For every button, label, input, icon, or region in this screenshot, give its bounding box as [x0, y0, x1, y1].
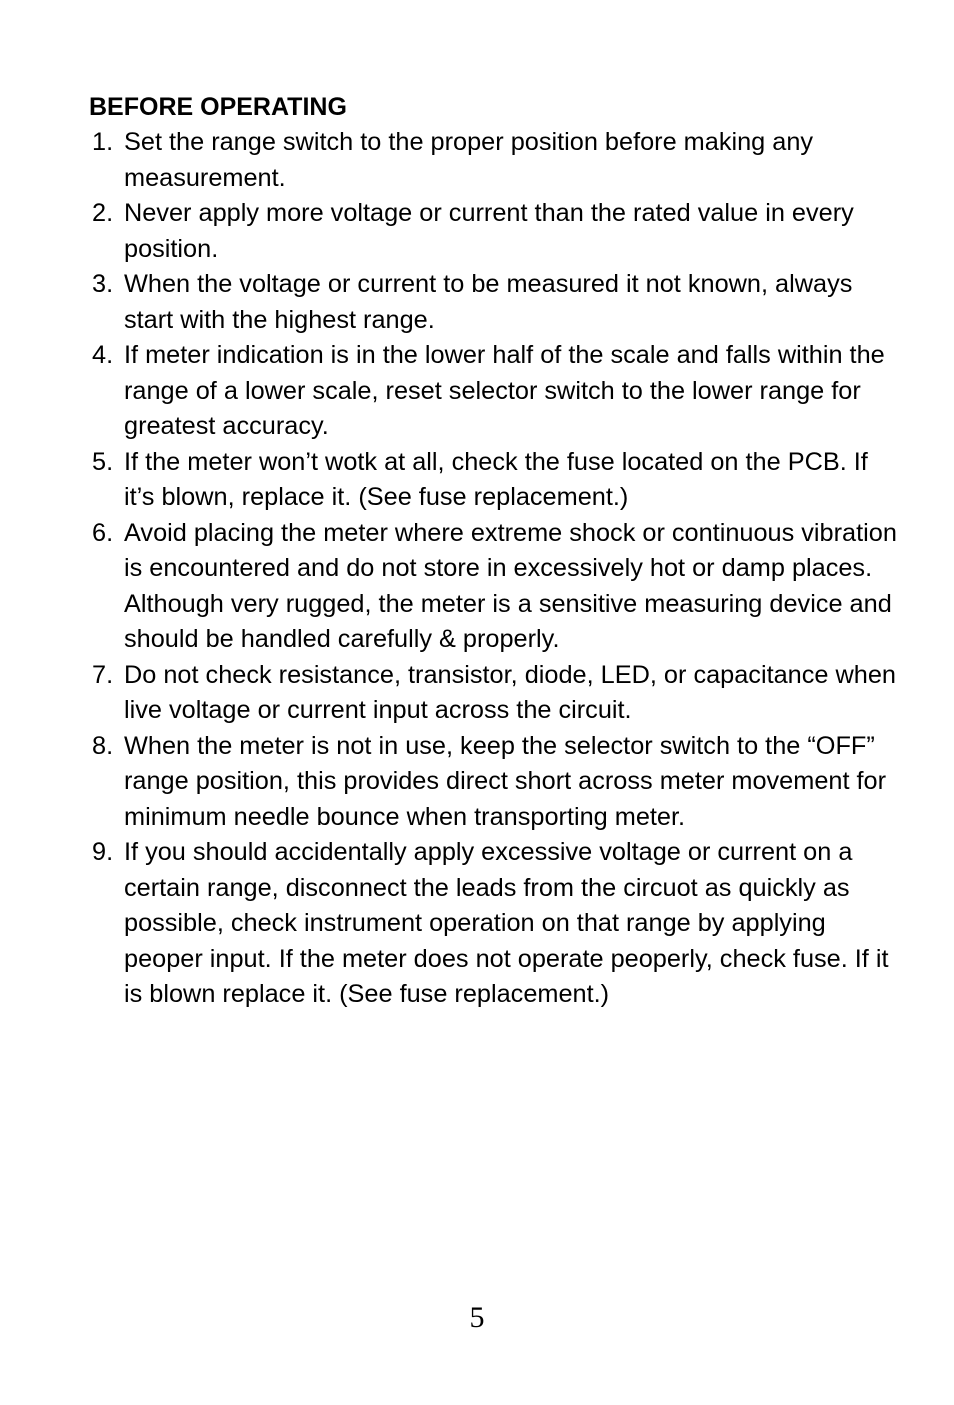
list-item — [88, 267, 903, 338]
item-number: 8. — [92, 731, 114, 760]
item-text: If the meter won’t wotk at all, check the fuse located on the PCB. If it’s blown, replace it. (See fuse replacement.) — [124, 447, 868, 511]
list-item — [88, 338, 903, 445]
item-number: 5. — [92, 447, 114, 476]
item-text: If you should accidentally apply excessive voltage or current on a certain range, disconnect the leads from the circuot as quickly as possible, check instrument operation on that range by applying peoper input. If the meter does not operate peoperly, check fuse. If it is blown replace it. (See fuse replacement.) — [124, 838, 889, 1008]
item-number: 7. — [92, 660, 114, 689]
item-text: Set the range switch to the proper position before making any measurement. — [124, 128, 814, 192]
item-text: Do not check resistance, transistor, diode, LED, or capacitance when live voltage or current input across the circuit. — [124, 660, 896, 724]
list-item — [88, 196, 903, 267]
list-item — [88, 835, 903, 1013]
list-item — [88, 516, 903, 658]
item-number: 1. — [92, 128, 114, 156]
item-text: Avoid placing the meter where extreme shock or continuous vibration is encountered and do not store in excessively hot or damp places. Although very rugged, the meter is a sensitive measuring device and should be handled carefully & properly. — [124, 518, 897, 653]
item-text: When the meter is not in use, keep the selector switch to the “OFF” range position, this provides direct short across meter movement for minimum needle bounce when transporting meter. — [124, 731, 887, 831]
item-number: 9. — [92, 838, 114, 866]
item-number: 2. — [92, 199, 114, 227]
page-number: 5 — [469, 1301, 485, 1334]
list-item — [88, 125, 903, 196]
item-number: 3. — [92, 270, 114, 298]
item-text: Never apply more voltage or current than the rated value in every position. — [124, 199, 854, 263]
item-text: If meter indication is in the lower half of the scale and falls within the range of a lower scale, reset selector switch to the lower range for greatest accuracy. — [124, 341, 885, 440]
item-number: 6. — [92, 518, 114, 547]
item-number: 4. — [92, 341, 114, 369]
section-heading: BEFORE OPERATING — [89, 93, 347, 121]
list-item — [88, 729, 903, 836]
instruction-list — [88, 125, 903, 1013]
list-item — [88, 658, 903, 729]
list-item — [88, 445, 903, 516]
item-text: When the voltage or current to be measured it not known, always start with the highest range. — [124, 270, 853, 334]
